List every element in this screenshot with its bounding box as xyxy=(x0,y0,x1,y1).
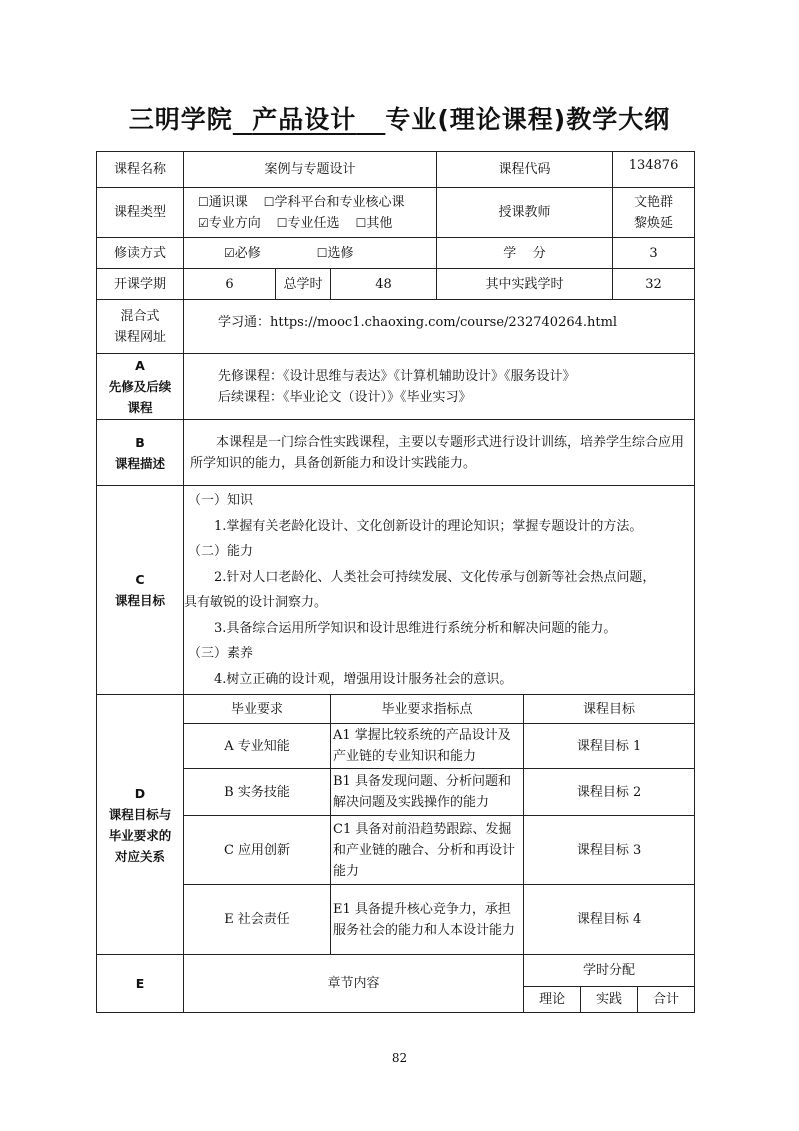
section-c-label: C 课程目标 xyxy=(97,486,184,695)
table-row xyxy=(97,816,695,885)
page-title xyxy=(0,100,799,136)
study-mode-label: 修读方式 xyxy=(97,238,184,269)
section-d-label: D 课程目标与 毕业要求的 对应关系 xyxy=(97,695,184,955)
table-row xyxy=(97,885,695,955)
goal-cell: 课程目标 4 xyxy=(524,885,695,955)
table-row xyxy=(97,769,695,816)
course-url-label: 混合式 课程网址 xyxy=(97,300,184,354)
section-c-letter: C xyxy=(135,572,145,587)
chapter-content-header: 章节内容 xyxy=(184,955,524,1013)
followup-courses: 后续课程：《毕业论文（设计）》《毕业实习》 xyxy=(218,389,472,405)
type-option-core[interactable]: ☐学科平台和专业核心课 xyxy=(263,194,405,210)
checkbox-icon: ☐ xyxy=(198,194,209,209)
theory-hours-header: 理论 xyxy=(524,987,581,1012)
section-a-content xyxy=(184,354,695,420)
type-option-elective[interactable]: ☐专业任选 xyxy=(276,215,340,231)
goal-cell: 课程目标 1 xyxy=(524,724,695,769)
goal-3: 3.具备综合运用所学知识和设计思维进行系统分析和解决问题的能力。 xyxy=(214,620,617,636)
section-b xyxy=(97,420,695,486)
hours-subheaders xyxy=(524,987,695,1013)
checkbox-icon: ☐ xyxy=(263,194,275,209)
mode-option-required[interactable]: ☑必修 xyxy=(224,245,261,261)
teacher-name-1: 文艳群 xyxy=(634,194,674,210)
checkbox-icon: ☐ xyxy=(316,245,328,260)
mode-option-elective[interactable]: ☐选修 xyxy=(316,245,354,261)
goal-heading-knowledge: （一）知识 xyxy=(188,493,254,508)
page-number: 82 xyxy=(391,1051,408,1065)
course-description: 本课程是一门综合性实践课程，主要以专题形式进行设计训练，培养学生综合应用所学知识的能力，具备创新能力和设计实践能力。 xyxy=(190,434,685,471)
section-a-letter: A xyxy=(135,358,145,373)
section-e-header-row xyxy=(97,955,695,987)
indicator-cell: A1 掌握比较系统的产品设计及产业链的专业知识和能力 xyxy=(331,724,524,769)
prerequisite-courses: 先修课程：《设计思维与表达》《计算机辅助设计》《服务设计》 xyxy=(218,368,576,384)
section-a xyxy=(97,354,695,420)
goal-2-line-1: 2.针对人口老龄化、人类社会可持续发展、文化传承与创新等社会热点问题， xyxy=(214,569,656,585)
section-c-content xyxy=(184,486,695,695)
total-hours-label: 总学时 xyxy=(276,269,331,300)
hours-distribution-header: 学时分配 xyxy=(524,955,695,987)
indicator-cell: E1 具备提升核心竞争力，承担服务社会的能力和人本设计能力 xyxy=(331,885,524,955)
course-type-options xyxy=(184,188,437,238)
section-a-label: A 先修及后续 课程 xyxy=(97,354,184,420)
section-b-letter: B xyxy=(135,434,145,450)
checkbox-icon: ☐ xyxy=(355,215,367,230)
goal-heading-ability: （二）能力 xyxy=(188,544,254,559)
section-e-letter: E xyxy=(97,955,184,1013)
requirement-cell: B 实务技能 xyxy=(184,769,331,816)
goal-heading-quality: （三）素养 xyxy=(188,646,254,661)
requirement-cell: A 专业知能 xyxy=(184,724,331,769)
course-type-label: 课程类型 xyxy=(97,188,184,238)
indicator-cell: C1 具备对前沿趋势跟踪、发掘和产业链的融合、分析和再设计能力 xyxy=(331,816,524,885)
section-d-header-row xyxy=(97,695,695,724)
study-mode-options xyxy=(184,238,437,269)
title-major-blank xyxy=(233,100,386,136)
checkbox-checked-icon: ☑ xyxy=(198,215,209,230)
requirement-cell: E 社会责任 xyxy=(184,885,331,955)
section-b-label: B 课程描述 xyxy=(97,420,184,486)
goal-2-line-2: 具有敏锐的设计洞察力。 xyxy=(184,595,328,610)
syllabus-table xyxy=(96,151,694,1013)
type-option-other[interactable]: ☐其他 xyxy=(355,215,393,231)
goal-4: 4.树立正确的设计观，增强用设计服务社会的意识。 xyxy=(214,671,513,687)
practice-hours-value: 32 xyxy=(613,269,695,300)
teacher-name-2: 黎焕延 xyxy=(634,215,674,231)
goal-cell: 课程目标 3 xyxy=(524,816,695,885)
header-graduation-requirement: 毕业要求 xyxy=(184,695,331,724)
total-hours-value: 48 xyxy=(331,269,437,300)
credit-value: 3 xyxy=(613,238,695,269)
practice-hours-label: 其中实践学时 xyxy=(437,269,613,300)
section-d-letter: D xyxy=(134,785,146,801)
section-c xyxy=(97,486,695,695)
title-suffix: 专业(理论课程)教学大纲 xyxy=(385,105,671,134)
requirement-cell: C 应用创新 xyxy=(184,816,331,885)
row-term-hours xyxy=(97,269,695,300)
term-label: 开课学期 xyxy=(97,269,184,300)
credit-label: 学 分 xyxy=(437,238,613,269)
row-course-type xyxy=(97,188,695,238)
section-b-content xyxy=(184,420,695,486)
row-study-mode xyxy=(97,238,695,269)
title-major: 产品设计 xyxy=(252,105,357,134)
course-name-label: 课程名称 xyxy=(97,152,184,188)
type-option-general[interactable]: ☐通识课 xyxy=(198,194,248,210)
course-name-value: 案例与专题设计 xyxy=(184,152,437,188)
course-code-value: 134876 xyxy=(613,152,695,188)
checkbox-checked-icon: ☑ xyxy=(224,245,235,260)
total-hours-header: 合计 xyxy=(637,987,694,1012)
row-course-url xyxy=(97,300,695,354)
header-indicator: 毕业要求指标点 xyxy=(331,695,524,724)
title-prefix: 三明学院 xyxy=(128,105,233,134)
indicator-cell: B1 具备发现问题、分析问题和解决问题及实践操作的能力 xyxy=(331,769,524,816)
row-course-name xyxy=(97,152,695,188)
teacher-names xyxy=(613,188,695,238)
goal-cell: 课程目标 2 xyxy=(524,769,695,816)
course-url-link[interactable]: 学习通：https://mooc1.chaoxing.com/course/232740264.html xyxy=(184,300,695,354)
header-course-goal: 课程目标 xyxy=(524,695,695,724)
teacher-label: 授课教师 xyxy=(437,188,613,238)
course-code-label: 课程代码 xyxy=(437,152,613,188)
checkbox-icon: ☐ xyxy=(276,215,288,230)
goal-1: 1.掌握有关老龄化设计、文化创新设计的理论知识；掌握专题设计的方法。 xyxy=(214,518,643,534)
table-row xyxy=(97,724,695,769)
practice-hours-header: 实践 xyxy=(581,987,638,1012)
term-value: 6 xyxy=(184,269,276,300)
type-option-direction[interactable]: ☑专业方向 xyxy=(198,215,261,231)
